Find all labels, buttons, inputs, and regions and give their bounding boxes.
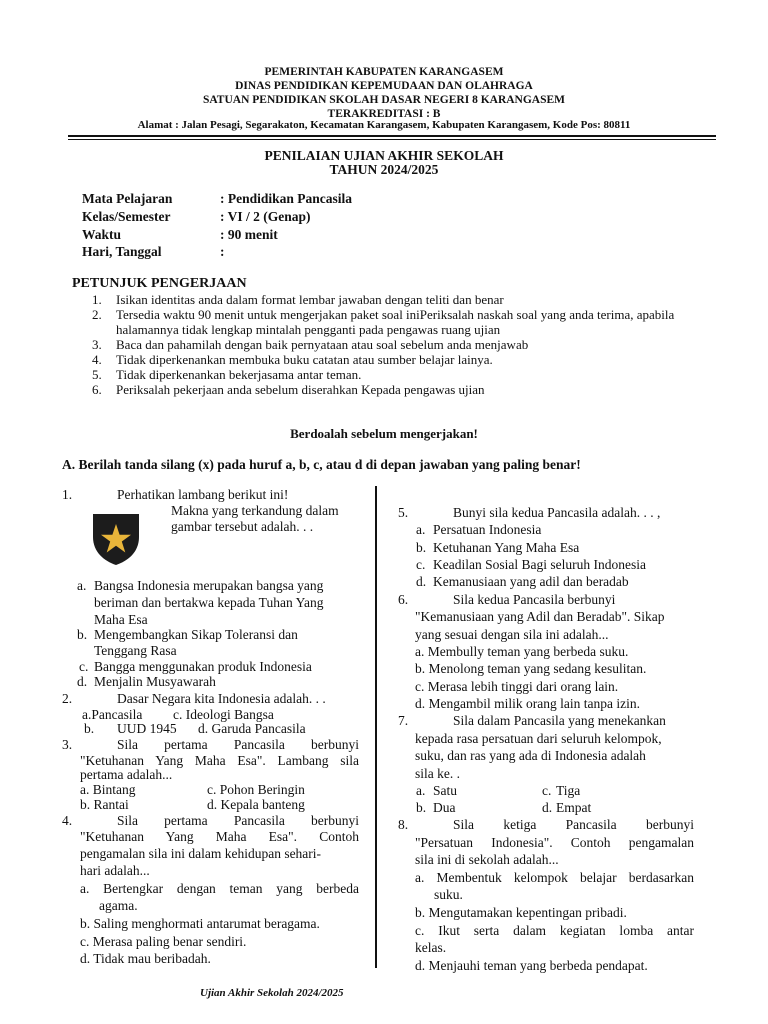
- header-department: DINAS PENDIDIKAN KEPEMUDAAN DAN OLAHRAGA: [235, 80, 533, 92]
- option-text: d. Mengambil milik orang lain tanpa izin.: [415, 696, 640, 711]
- question-number: 3.: [62, 737, 73, 752]
- question-number: 5.: [398, 505, 409, 520]
- question-stem: Sila pertama Pancasila berbunyi: [117, 737, 359, 752]
- question-number: 1.: [62, 487, 73, 502]
- shield-star-emblem: [90, 511, 142, 567]
- question-stem: pengamalan sila ini dalam kehidupan sehari-: [80, 846, 322, 861]
- option-text: d. Menjauhi teman yang berbeda pendapat.: [415, 958, 648, 973]
- info-key: Mata Pelajaran: [82, 191, 173, 206]
- instruction-number: 5.: [92, 367, 102, 382]
- exam-title: PENILAIAN UJIAN AKHIR SEKOLAH: [264, 148, 504, 163]
- option-text: Mengembangkan Sikap Toleransi dan: [94, 627, 298, 642]
- question-stem: "Ketuhanan Yang Maha Esa". Lambang sila: [80, 753, 359, 768]
- instruction-number: 3.: [92, 337, 102, 352]
- question-stem: gambar tersebut adalah. . .: [171, 519, 314, 534]
- info-key: Kelas/Semester: [82, 209, 171, 224]
- instruction-text: Tidak diperkenankan bekerjasama antar teman.: [116, 367, 362, 382]
- instruction-number: 2.: [92, 307, 102, 322]
- option-text: Persatuan Indonesia: [433, 522, 542, 537]
- question-stem: sila ini di sekolah adalah...: [415, 852, 559, 867]
- question-stem: kepada rasa persatuan dari seluruh kelompok,: [415, 731, 662, 746]
- option-text: suku.: [434, 887, 463, 902]
- section-a-instruction: A. Berilah tanda silang (x) pada huruf a, b, c, atau d di depan jawaban yang paling benar!: [62, 457, 581, 472]
- instruction-text: Periksalah pekerjaan anda sebelum diserahkan Kepada pengawas ujian: [116, 382, 485, 397]
- option-text: Keadilan Sosial Bagi seluruh Indonesia: [433, 557, 646, 572]
- question-number: 4.: [62, 813, 73, 828]
- header-accreditation: TERAKREDITASI : B: [327, 108, 441, 120]
- option-label: d.: [77, 674, 88, 689]
- question-stem: sila ke. .: [415, 766, 460, 781]
- option-text: c. Pohon Beringin: [207, 782, 305, 797]
- option-label: d.: [416, 574, 427, 589]
- option-label: c.: [79, 659, 89, 674]
- option-text: b. Mengutamakan kepentingan pribadi.: [415, 905, 627, 920]
- instruction-number: 1.: [92, 292, 102, 307]
- option-text: Menjalin Musyawarah: [94, 674, 216, 689]
- question-number: 7.: [398, 713, 409, 728]
- info-key: Waktu: [82, 227, 122, 242]
- option-text: d. Garuda Pancasila: [198, 721, 306, 736]
- option-text: c. Merasa paling benar sendiri.: [80, 934, 247, 949]
- option-label: b.: [77, 627, 88, 642]
- question-stem: Sila kedua Pancasila berbunyi: [453, 592, 616, 607]
- info-value: : 90 menit: [220, 227, 278, 242]
- option-text: a. Membentuk kelompok belajar berdasarkan: [415, 870, 694, 885]
- option-text: Maha Esa: [94, 612, 148, 627]
- header-government: PEMERINTAH KABUPATEN KARANGASEM: [264, 66, 504, 78]
- instruction-text: Tersedia waktu 90 menit untuk mengerjakan paket soal iniPeriksalah naskah soal yang anda terima, apabila halamannya tidak lengkap mintalah pengganti pada pengawas ruang ujian: [116, 307, 675, 337]
- info-value: : VI / 2 (Genap): [220, 209, 311, 224]
- instruction-text: Tidak diperkenankan membuka buku catatan atau sumber belajar lainya.: [116, 352, 493, 367]
- option-text: kelas.: [415, 940, 447, 955]
- question-stem: Bunyi sila kedua Pancasila adalah. . . ,: [453, 505, 661, 520]
- option-label: a.: [416, 783, 426, 798]
- header-rule: [68, 135, 716, 137]
- question-number: 8.: [398, 817, 409, 832]
- option-text: Dua: [433, 800, 456, 815]
- instruction-text: Baca dan pahamilah dengan baik pernyataan atau soal sebelum anda menjawab: [116, 337, 529, 352]
- option-text: c. Ikut serta dalam kegiatan lomba antar: [415, 923, 694, 938]
- question-stem: "Ketuhanan Yang Maha Esa". Contoh: [80, 829, 359, 844]
- question-stem: Makna yang terkandung dalam: [171, 503, 339, 518]
- question-stem: pertama adalah...: [80, 767, 173, 782]
- option-label: a.: [77, 578, 87, 593]
- question-stem: Perhatikan lambang berikut ini!: [117, 487, 289, 502]
- option-text: Bangga menggunakan produk Indonesia: [94, 659, 312, 674]
- option-label: d.: [542, 800, 553, 815]
- instruction-number: 6.: [92, 382, 102, 397]
- header-school: SATUAN PENDIDIKAN SKOLAH DASAR NEGERI 8 KARANGASEM: [202, 94, 566, 106]
- question-stem: Sila ketiga Pancasila berbunyi: [453, 817, 694, 832]
- exam-year: TAHUN 2024/2025: [329, 162, 439, 177]
- question-stem: Dasar Negara kita Indonesia adalah. . .: [117, 691, 326, 706]
- option-label: c.: [416, 557, 426, 572]
- option-text: a. Bertengkar dengan teman yang berbeda: [80, 881, 359, 896]
- header-address: Alamat : Jalan Pesagi, Segarakaton, Kecamatan Karangasem, Kabupaten Karangasem, Kode Pos: 80811: [137, 119, 631, 131]
- question-stem: "Kemanusiaan yang Adil dan Beradab". Sikap: [415, 609, 665, 624]
- question-stem: hari adalah...: [80, 863, 150, 878]
- option-text: a. Membully teman yang berbeda suku.: [415, 644, 629, 659]
- option-text: Tiga: [556, 783, 581, 798]
- option-text: Empat: [556, 800, 592, 815]
- option-text: agama.: [99, 898, 138, 913]
- question-number: 2.: [62, 691, 73, 706]
- question-stem: "Persatuan Indonesia". Contoh pengamalan: [415, 835, 694, 850]
- option-label: a.: [416, 522, 426, 537]
- question-stem: yang sesuai dengan sila ini adalah...: [415, 627, 609, 642]
- option-text: b. Rantai: [80, 797, 129, 812]
- column-divider: [375, 486, 377, 968]
- option-text: c. Ideologi Bangsa: [173, 707, 274, 722]
- option-label: b.: [416, 800, 427, 815]
- option-text: Bangsa Indonesia merupakan bangsa yang: [94, 578, 324, 593]
- option-label: c.: [542, 783, 552, 798]
- option-text: UUD 1945: [117, 721, 177, 736]
- info-value: :: [220, 244, 225, 259]
- option-text: Kemanusiaan yang adil dan beradab: [433, 574, 629, 589]
- option-text: b. Menolong teman yang sedang kesulitan.: [415, 661, 647, 676]
- option-label: b.: [84, 721, 95, 736]
- option-text: Ketuhanan Yang Maha Esa: [433, 540, 580, 555]
- option-text: d. Tidak mau beribadah.: [80, 951, 211, 966]
- option-label: b.: [416, 540, 427, 555]
- question-stem: Sila pertama Pancasila berbunyi: [117, 813, 359, 828]
- option-text: c. Merasa lebih tinggi dari orang lain.: [415, 679, 619, 694]
- instruction-text: Isikan identitas anda dalam format lembar jawaban dengan teliti dan benar: [116, 292, 504, 307]
- prayer-note: Berdoalah sebelum mengerjakan!: [290, 426, 478, 441]
- info-value: : Pendidikan Pancasila: [220, 191, 353, 206]
- option-text: d. Kepala banteng: [207, 797, 305, 812]
- option-text: Tenggang Rasa: [94, 643, 177, 658]
- option-text: b. Saling menghormati antarumat beragama.: [80, 916, 320, 931]
- page-footer: Ujian Akhir Sekolah 2024/2025: [200, 987, 344, 999]
- instructions-heading: PETUNJUK PENGERJAAN: [72, 276, 247, 291]
- option-text: a.Pancasila: [82, 707, 143, 722]
- instruction-number: 4.: [92, 352, 102, 367]
- header-rule-thin: [68, 139, 716, 140]
- question-stem: suku, dan ras yang ada di Indonesia adalah: [415, 748, 646, 763]
- info-key: Hari, Tanggal: [82, 244, 162, 259]
- option-text: beriman dan bertakwa kepada Tuhan Yang: [94, 595, 324, 610]
- star-shield-icon: [90, 511, 142, 567]
- question-stem: Sila dalam Pancasila yang menekankan: [453, 713, 666, 728]
- option-text: a. Bintang: [80, 782, 136, 797]
- option-text: Satu: [433, 783, 458, 798]
- question-number: 6.: [398, 592, 409, 607]
